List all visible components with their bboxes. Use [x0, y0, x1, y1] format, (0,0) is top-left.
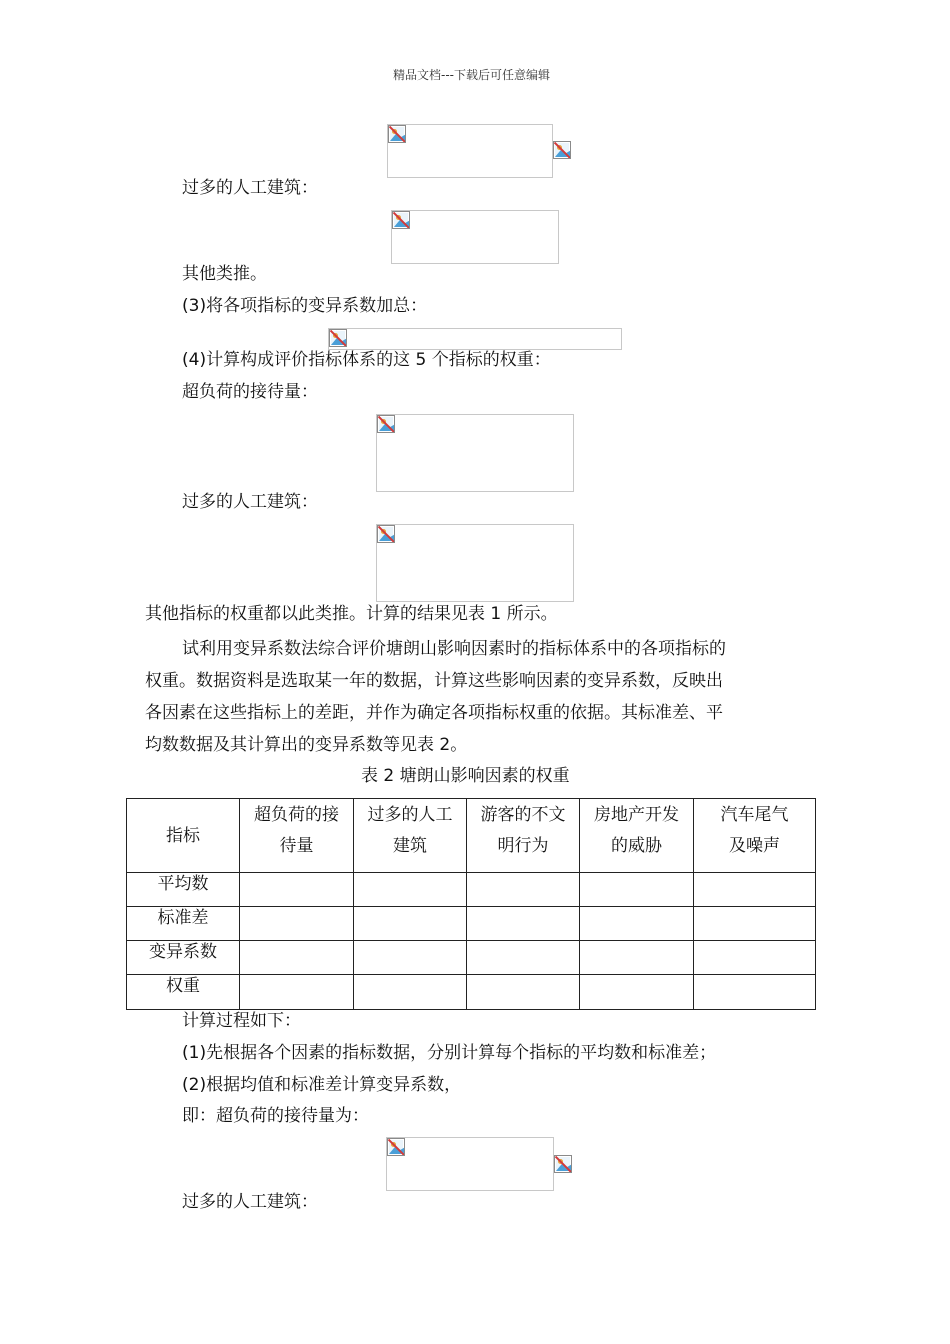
- text-line: 超负荷的接待量：: [182, 382, 318, 402]
- header-cell: [580, 799, 694, 873]
- row-label: 标准差: [127, 907, 240, 941]
- header-text: 过多的人工: [367, 805, 453, 825]
- table-row: [127, 907, 816, 941]
- table-cell: [694, 873, 816, 907]
- row-label: 变异系数: [127, 941, 240, 975]
- paragraph-line: 均数数据及其计算出的变异系数等见表 2。: [145, 735, 468, 755]
- text-line: 即：超负荷的接待量为：: [182, 1106, 369, 1126]
- table-cell: [694, 975, 816, 1010]
- table-cell: [240, 975, 354, 1010]
- text-line: 过多的人工建筑：: [182, 492, 318, 512]
- header-text: 的威胁: [611, 836, 662, 856]
- formula-image: [376, 524, 574, 602]
- broken-image-icon: [554, 1155, 572, 1173]
- header-cell: [467, 799, 580, 873]
- header-cell: [240, 799, 354, 873]
- page-header: 精品文档---下载后可任意编辑: [393, 68, 550, 82]
- row-label: 平均数: [127, 873, 240, 907]
- text-line: 其他类推。: [182, 264, 267, 284]
- table-cell: [240, 907, 354, 941]
- broken-image-icon: [329, 329, 347, 347]
- broken-image-icon: [387, 1138, 405, 1156]
- table-row: [127, 941, 816, 975]
- header-text: 汽车尾气: [720, 805, 789, 825]
- paragraph-line: 各因素在这些指标上的差距，并作为确定各项指标权重的依据。其标准差、平: [145, 703, 723, 723]
- formula-image: [328, 328, 622, 350]
- table-cell: [694, 907, 816, 941]
- formula-image: [386, 1137, 554, 1191]
- table-cell: [580, 907, 694, 941]
- text-line: (1)先根据各个因素的指标数据，分别计算每个指标的平均数和标准差；: [182, 1043, 717, 1063]
- header-text: 房地产开发: [594, 805, 679, 825]
- paragraph-line: 权重。数据资料是选取某一年的数据，计算这些影响因素的变异系数，反映出: [145, 671, 723, 691]
- table-cell: [354, 907, 467, 941]
- header-text: 建筑: [393, 836, 427, 856]
- header-cell: [354, 799, 467, 873]
- formula-image: [387, 124, 553, 178]
- table-cell: [467, 941, 580, 975]
- table-cell: [467, 873, 580, 907]
- body-paragraph: [145, 633, 805, 761]
- broken-image-icon: [388, 125, 406, 143]
- table-row: [127, 975, 816, 1010]
- text-line: 计算过程如下：: [182, 1011, 301, 1031]
- table-cell: [694, 941, 816, 975]
- paragraph-line: 试利用变异系数法综合评价塘朗山影响因素时的指标体系中的各项指标的: [182, 639, 726, 659]
- text-line: (2)根据均值和标准差计算变异系数，: [182, 1075, 462, 1095]
- header-text: 及噪声: [729, 836, 780, 856]
- row-label: 权重: [127, 975, 240, 1010]
- weights-table: [126, 798, 816, 1010]
- table-cell: [240, 941, 354, 975]
- table-caption: 表 2 塘朗山影响因素的权重: [361, 766, 570, 786]
- table-row: [127, 873, 816, 907]
- table-cell: [467, 975, 580, 1010]
- header-cell: [694, 799, 816, 873]
- header-text: 待量: [279, 836, 314, 856]
- table-cell: [580, 975, 694, 1010]
- table-cell: [354, 941, 467, 975]
- table-cell: [467, 907, 580, 941]
- formula-image: [376, 414, 574, 492]
- header-text: 明行为: [497, 836, 549, 856]
- broken-image-icon: [377, 525, 395, 543]
- broken-image-icon: [553, 141, 571, 159]
- table-cell: [580, 941, 694, 975]
- text-line: 过多的人工建筑：: [182, 178, 318, 198]
- table-cell: [354, 975, 467, 1010]
- broken-image-icon: [392, 211, 410, 229]
- table-header-row: [127, 799, 816, 873]
- broken-image-icon: [377, 415, 395, 433]
- header-text: 指标: [166, 825, 200, 846]
- table-cell: [580, 873, 694, 907]
- header-text: 游客的不文: [480, 805, 566, 825]
- header-text: 超负荷的接: [254, 805, 339, 825]
- text-line: (4)计算构成评价指标体系的这 5 个指标的权重：: [182, 350, 551, 370]
- header-cell-indicator: [127, 799, 240, 873]
- text-line: (3)将各项指标的变异系数加总：: [182, 296, 428, 316]
- table-cell: [354, 873, 467, 907]
- table-cell: [240, 873, 354, 907]
- text-line: 过多的人工建筑：: [182, 1192, 318, 1212]
- text-line: 其他指标的权重都以此类推。计算的结果见表 1 所示。: [145, 604, 558, 624]
- formula-image: [391, 210, 559, 264]
